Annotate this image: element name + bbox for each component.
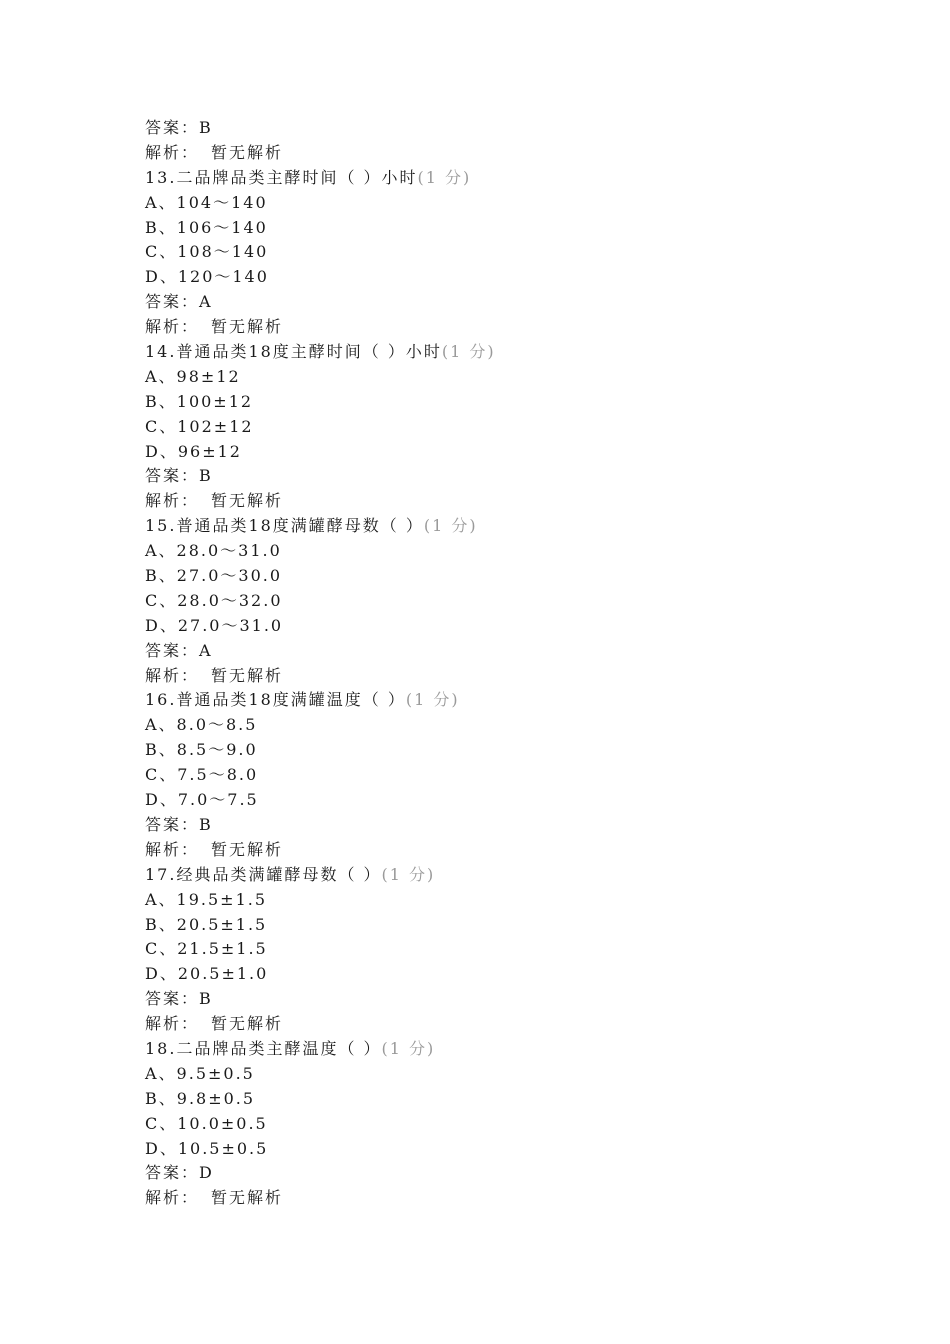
- answer-line: 答案：B: [145, 989, 213, 1009]
- answer-line: 答案：A: [145, 640, 213, 660]
- analysis-label: 解析：: [145, 839, 200, 859]
- option-d: D、120～140: [145, 267, 269, 287]
- question-text: 16.普通品类18度满罐温度（ ）: [145, 690, 406, 710]
- question-stem: [145, 863, 845, 888]
- question-block: [145, 1037, 845, 1211]
- option-a: A、98±12: [145, 366, 241, 386]
- document-body: [145, 116, 845, 1211]
- question-stem: [145, 1037, 845, 1062]
- question-score: (1 分): [417, 167, 472, 187]
- option-c: C、28.0～32.0: [145, 590, 283, 610]
- question-block: [145, 863, 845, 1037]
- question-text: 15.普通品类18度满罐酵母数（ ）: [145, 516, 424, 536]
- question-stem: [145, 688, 845, 713]
- analysis-text: 暂无解析: [211, 317, 284, 337]
- analysis-line: [145, 489, 845, 514]
- analysis-line: [145, 1186, 845, 1211]
- option-d: D、10.5±0.5: [145, 1138, 269, 1158]
- analysis-label: 解析：: [145, 1188, 200, 1208]
- analysis-text: 暂无解析: [211, 1188, 284, 1208]
- option-b: B、20.5±1.5: [145, 914, 268, 934]
- analysis-label: 解析：: [145, 491, 200, 511]
- question-score: (1 分): [441, 342, 496, 362]
- option-b: B、100±12: [145, 391, 254, 411]
- question-score: (1 分): [381, 864, 436, 884]
- option-d: D、7.0～7.5: [145, 790, 259, 810]
- question-score: (1 分): [423, 516, 478, 536]
- question-block: [145, 166, 845, 340]
- analysis-text: 暂无解析: [211, 142, 284, 162]
- option-c: C、10.0±0.5: [145, 1113, 268, 1133]
- analysis-text: 暂无解析: [211, 491, 284, 511]
- question-block: [145, 688, 845, 862]
- question-score: (1 分): [405, 690, 460, 710]
- option-b: B、106～140: [145, 217, 268, 237]
- analysis-line: [145, 141, 845, 166]
- answer-line: 答案：A: [145, 292, 213, 312]
- analysis-label: 解析：: [145, 317, 200, 337]
- analysis-label: 解析：: [145, 1014, 200, 1034]
- question-stem: [145, 166, 845, 191]
- answer-line: 答案：B: [145, 466, 213, 486]
- option-d: D、20.5±1.0: [145, 964, 269, 984]
- analysis-line: [145, 664, 845, 689]
- option-c: C、7.5～8.0: [145, 765, 259, 785]
- question-stem: [145, 514, 845, 539]
- analysis-text: 暂无解析: [211, 839, 284, 859]
- answer-line: 答案：B: [145, 118, 213, 137]
- option-c: C、21.5±1.5: [145, 939, 268, 959]
- question-stem: [145, 340, 845, 365]
- analysis-line: [145, 315, 845, 340]
- option-a: A、104～140: [145, 192, 268, 212]
- option-b: B、27.0～30.0: [145, 566, 283, 586]
- answer-line: 答案：D: [145, 1163, 214, 1183]
- question-text: 13.二品牌品类主酵时间（ ）小时: [145, 167, 418, 187]
- analysis-label: 解析：: [145, 142, 200, 162]
- option-c: C、108～140: [145, 242, 269, 262]
- option-c: C、102±12: [145, 416, 254, 436]
- answer-line: 答案：B: [145, 814, 213, 834]
- analysis-line: [145, 838, 845, 863]
- option-a: A、28.0～31.0: [145, 541, 282, 561]
- option-a: A、19.5±1.5: [145, 889, 268, 909]
- option-a: A、9.5±0.5: [145, 1063, 255, 1083]
- option-d: D、27.0～31.0: [145, 615, 284, 635]
- question-block: [145, 514, 845, 688]
- option-b: B、9.8±0.5: [145, 1088, 256, 1108]
- analysis-text: 暂无解析: [211, 665, 284, 685]
- analysis-line: [145, 1012, 845, 1037]
- question-score: (1 分): [381, 1038, 436, 1058]
- question-text: 14.普通品类18度主酵时间（ ）小时: [145, 342, 442, 362]
- option-a: A、8.0～8.5: [145, 715, 258, 735]
- option-d: D、96±12: [145, 441, 242, 461]
- question-text: 18.二品牌品类主酵温度（ ）: [145, 1038, 382, 1058]
- question-block: [145, 340, 845, 514]
- analysis-text: 暂无解析: [211, 1014, 284, 1034]
- question-text: 17.经典品类满罐酵母数（ ）: [145, 864, 382, 884]
- analysis-label: 解析：: [145, 665, 200, 685]
- option-b: B、8.5～9.0: [145, 740, 258, 760]
